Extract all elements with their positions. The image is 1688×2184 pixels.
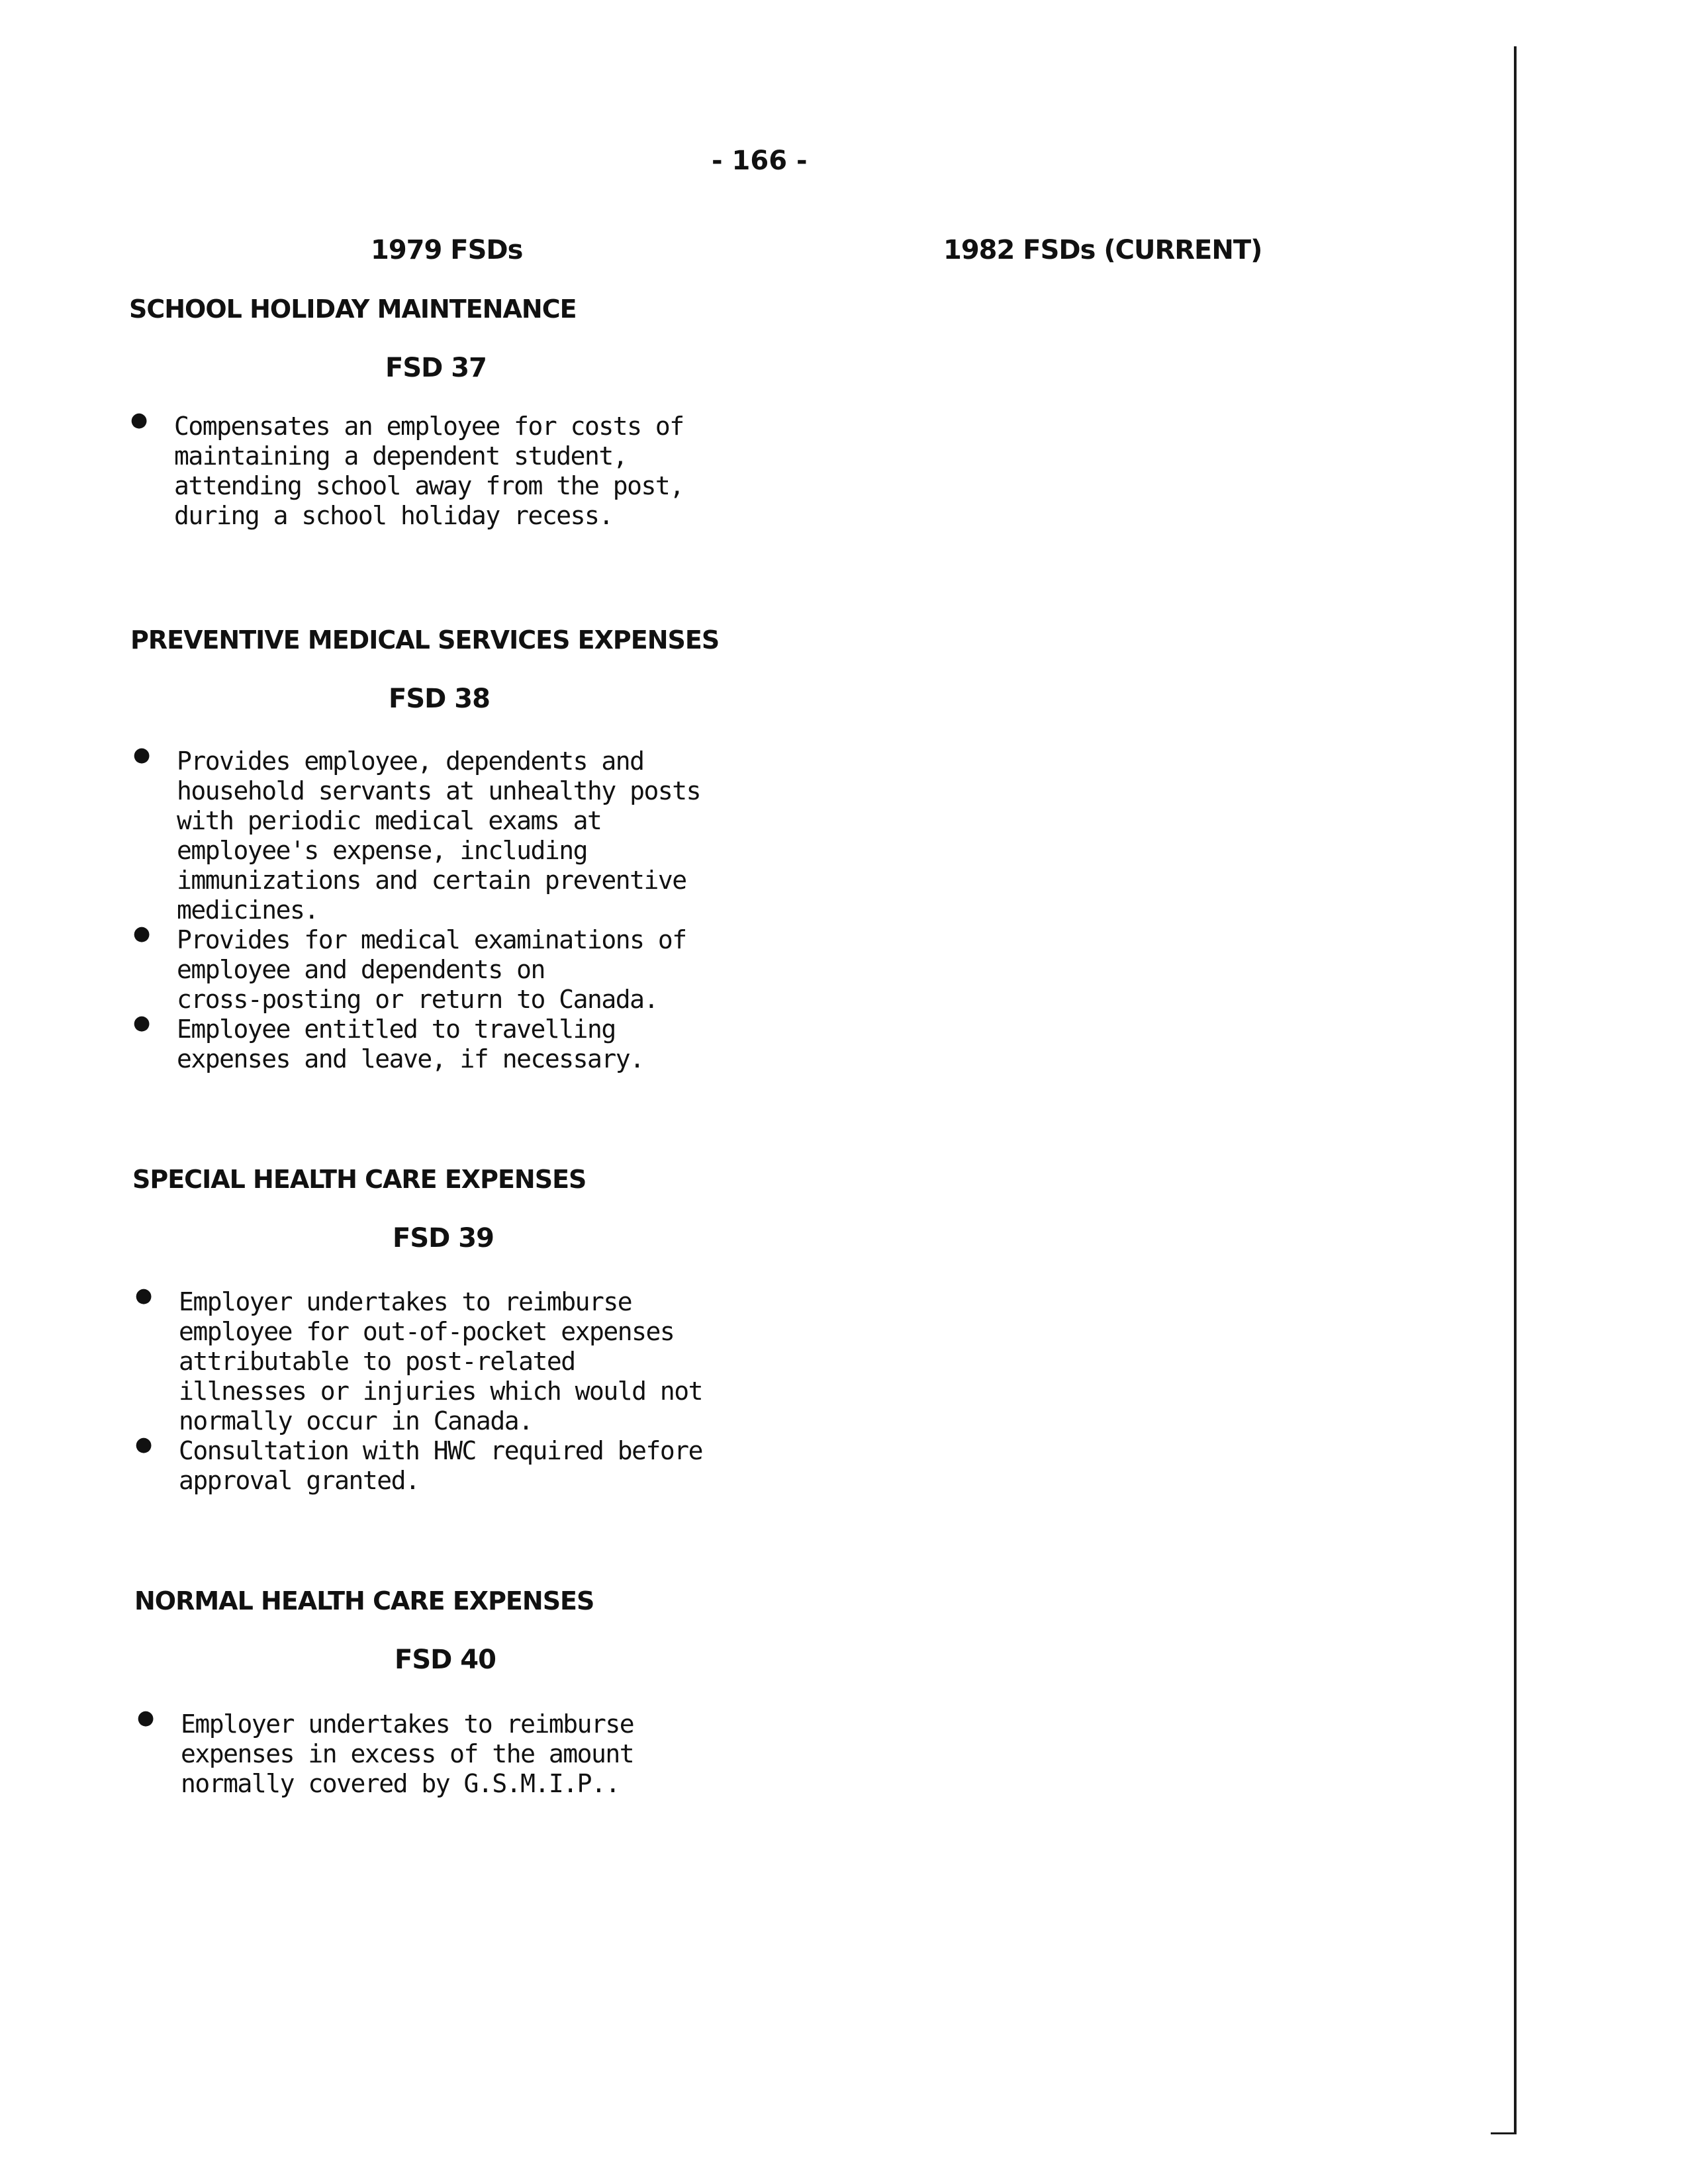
section-title-preventive-medical-services: PREVENTIVE MEDICAL SERVICES EXPENSES xyxy=(130,625,720,655)
bullet-list xyxy=(135,1284,702,1496)
bullet-text: Compensates an employee for costs of maintaining a dependent student, attending school away from the post, during a school holiday recess. xyxy=(174,412,684,530)
list-item xyxy=(133,922,700,1015)
bullet-icon: ● xyxy=(135,1284,152,1307)
section-title-school-holiday-maintenance: SCHOOL HOLIDAY MAINTENANCE xyxy=(129,295,577,324)
bullet-text: Provides employee, dependents and household servants at unhealthy posts with periodic medical exams at employee's expense, including immunizations and certain preventive medicines. xyxy=(177,747,700,925)
list-item xyxy=(130,408,684,531)
list-item xyxy=(135,1284,702,1436)
bullet-text: Consultation with HWC required before approval granted. xyxy=(179,1436,702,1495)
section-title-special-health-care: SPECIAL HEALTH CARE EXPENSES xyxy=(132,1165,586,1194)
bullet-icon: ● xyxy=(137,1706,154,1729)
section-title-normal-health-care: NORMAL HEALTH CARE EXPENSES xyxy=(134,1586,594,1615)
list-item xyxy=(133,1011,700,1074)
bullet-icon: ● xyxy=(133,922,150,945)
list-item xyxy=(135,1433,702,1496)
bullet-icon: ● xyxy=(130,408,147,432)
bullet-list xyxy=(130,408,684,531)
bullet-text: Employer undertakes to reimburse expenses in excess of the amount normally covered by G.S.M.I.P.. xyxy=(181,1709,634,1798)
page-number: - 166 - xyxy=(712,146,808,176)
bullet-icon: ● xyxy=(135,1433,152,1456)
fsd-label: FSD 39 xyxy=(393,1223,494,1253)
bullet-icon: ● xyxy=(133,743,150,766)
bullet-icon: ● xyxy=(133,1011,150,1034)
bullet-list xyxy=(133,743,700,1074)
fsd-label: FSD 40 xyxy=(395,1645,496,1675)
bullet-list xyxy=(137,1706,634,1799)
left-column-heading: 1979 FSDs xyxy=(371,235,523,265)
bullet-text: Employer undertakes to reimburse employee for out-of-pocket expenses attributable to post-related illnesses or injuries which would not normally occur in Canada. xyxy=(179,1287,702,1435)
right-margin-rule xyxy=(1514,46,1517,2134)
right-column-heading: 1982 FSDs (CURRENT) xyxy=(943,235,1262,265)
list-item xyxy=(137,1706,634,1799)
bullet-text: Provides for medical examinations of employee and dependents on cross-posting or return to Canada. xyxy=(177,925,686,1014)
fsd-label: FSD 37 xyxy=(385,353,487,383)
list-item xyxy=(133,743,700,925)
fsd-label: FSD 38 xyxy=(389,684,490,714)
bullet-text: Employee entitled to travelling expenses and leave, if necessary. xyxy=(177,1015,644,1073)
right-margin-rule-foot xyxy=(1491,2132,1516,2134)
